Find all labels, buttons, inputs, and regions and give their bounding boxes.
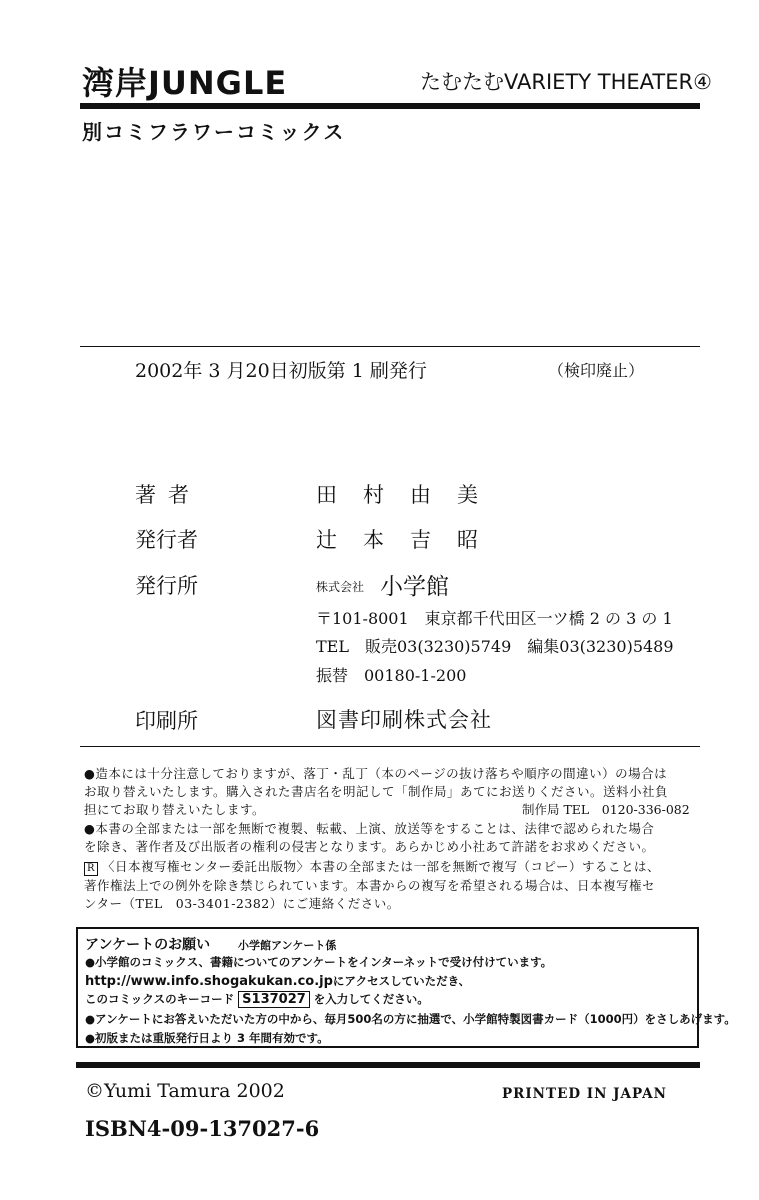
company-prefix: 株式会社 — [316, 580, 365, 594]
notice-line: ●造本には十分注意しておりますが、落丁・乱丁（本のページの抜け落ちや順序の間違い）の場合は — [84, 766, 668, 781]
notice-line: お取り替えいたします。購入された書店名を明記して「制作局」あてにお送りください。送料小社負 — [84, 784, 669, 799]
imprint-label: 別コミフラワーコミックス — [82, 120, 346, 144]
divider-rule — [80, 346, 700, 347]
survey-url-link[interactable]: http://www.info.shogakukan.co.jp — [85, 974, 333, 989]
bottom-thick-rule — [76, 1062, 700, 1068]
survey-line — [85, 973, 470, 989]
survey-url-suffix: にアクセスしていただき、 — [332, 974, 471, 988]
notice-line: ●本書の全部または一部を無断で複製、転載、上演、放送等をすることは、法律で認められた場合 — [84, 821, 655, 836]
company-address: 〒101-8001 東京都千代田区一ツ橋 2 の 3 の 1 — [316, 609, 673, 628]
author-label: 著者 — [135, 483, 201, 507]
book-title: 湾岸JUNGLE — [82, 64, 288, 102]
printer-label: 印刷所 — [135, 709, 198, 733]
notice-line: を除き、著作者及び出版者の権利の侵害となります。あらかじめ小社あて許諾をお求めください。 — [84, 839, 655, 854]
key-code-suffix: を入力してください。 — [313, 992, 429, 1006]
company-phone: TEL 販売03(3230)5749 編集03(3230)5489 — [316, 637, 674, 656]
copyright-notice: ©Yumi Tamura 2002 — [85, 1080, 285, 1102]
survey-line: ●初版または重版発行日より 3 年間有効です。 — [85, 1031, 329, 1045]
survey-line: ●アンケートにお答えいただいた方の中から、毎月500名の方に抽選で、小学館特製図書カード（1000円）をさしあげます。 — [85, 1012, 736, 1026]
survey-title: アンケートのお願い — [85, 937, 211, 953]
survey-department: 小学館アンケート係 — [238, 939, 337, 952]
r-mark-icon: R — [84, 862, 98, 876]
notice-line: ンター（TEL 03-3401-2382）にご連絡ください。 — [84, 896, 400, 911]
isbn-number: ISBN4-09-137027-6 — [85, 1116, 320, 1141]
printed-in-notice: PRINTED IN JAPAN — [502, 1086, 667, 1102]
notice-line — [84, 857, 699, 876]
survey-line — [85, 991, 429, 1008]
divider-rule — [80, 746, 700, 747]
key-code-badge: S137027 — [238, 991, 310, 1008]
postal-transfer: 振替 00180-1-200 — [316, 666, 467, 685]
seal-notice: （検印廃止） — [548, 361, 645, 380]
notice-text: 〈日本複写権センター委託出版物〉本書の全部または一部を無断で複写（コピー）することは、 — [102, 859, 661, 874]
series-title: たむたむVARIETY THEATER④ — [420, 70, 712, 94]
notice-line: 著作権法上での例外を除き禁じられています。本書からの複写を希望される場合は、日本複写権セ — [84, 878, 656, 893]
publisher-name: 辻本吉昭 — [316, 528, 504, 552]
top-thick-rule — [80, 103, 700, 109]
printer-name: 図書印刷株式会社 — [316, 708, 492, 732]
production-contact: 制作局 TEL 0120-336-082 — [522, 802, 690, 817]
publishing-house-label: 発行所 — [135, 574, 198, 598]
company-name: 小学館 — [380, 574, 449, 600]
notice-line: 担にてお取り替えいたします。 — [84, 802, 266, 817]
author-name: 田村由美 — [316, 483, 504, 507]
survey-line: ●小学館のコミックス、書籍についてのアンケートをインターネットで受け付けています。 — [85, 955, 553, 969]
publisher-label: 発行者 — [135, 528, 198, 552]
key-code-prefix: このコミックスのキーコード — [85, 992, 235, 1006]
publication-date: 2002年 3 月20日初版第 1 刷発行 — [135, 360, 427, 382]
